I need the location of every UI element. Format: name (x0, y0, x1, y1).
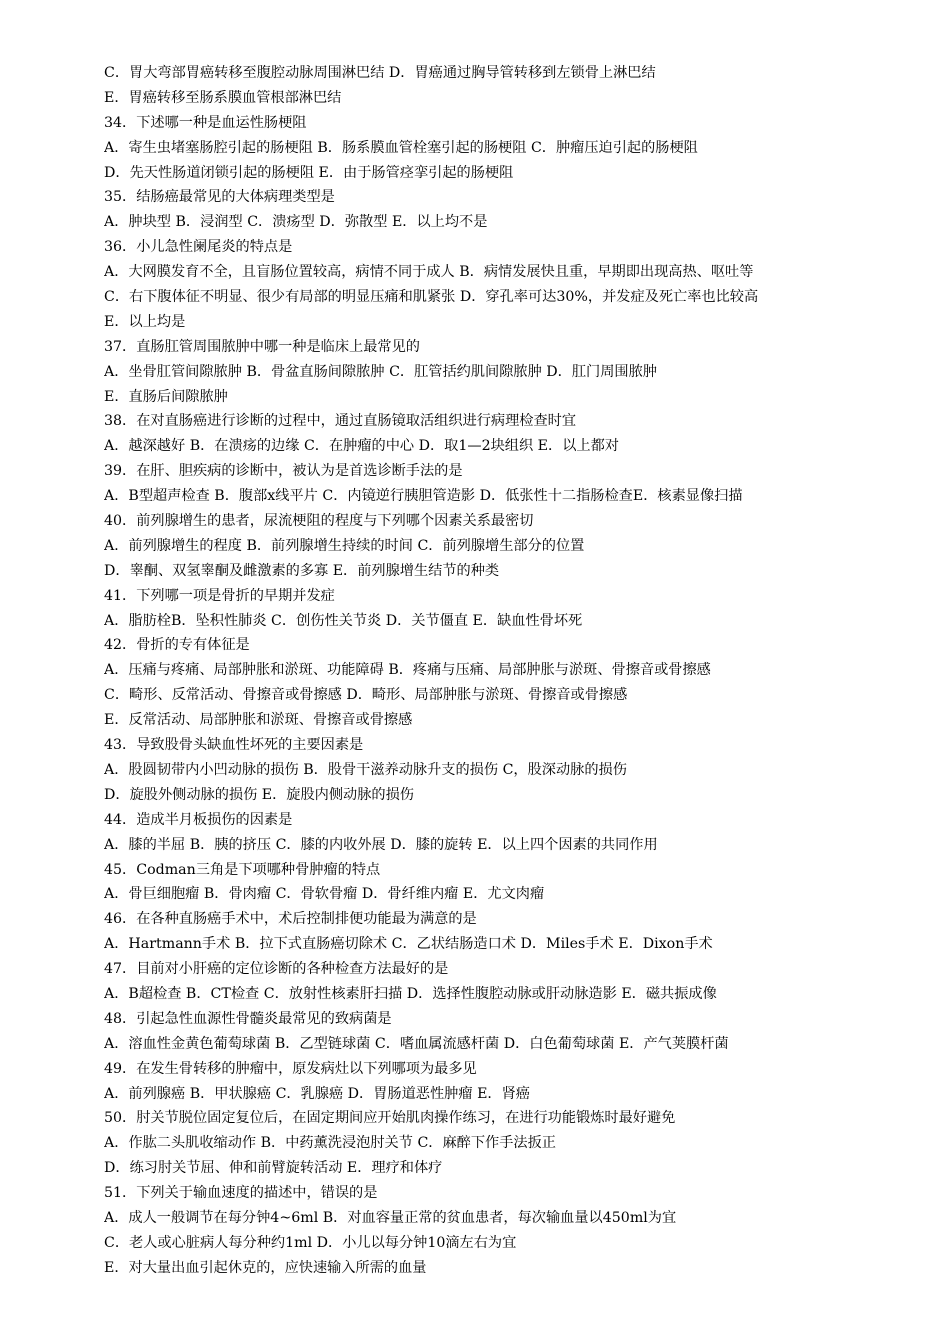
question-stem: 44．造成半月板损伤的因素是 (104, 811, 293, 828)
text-line: A．前列腺增生的程度 B．前列腺增生持续的时间 C．前列腺增生部分的位置 (104, 537, 585, 554)
text-line: A．脂肪栓B．坠积性肺炎 C．创伤性关节炎 D．关节僵直 E．缺血性骨坏死 (104, 612, 583, 629)
question-stem: 40．前列腺增生的患者，尿流梗阻的程度与下列哪个因素关系最密切 (104, 513, 534, 530)
text-line: C．畸形、反常活动、骨擦音或骨擦感 D．畸形、局部肿胀与淤斑、骨擦音或骨擦感 (104, 687, 628, 704)
text-line: E．胃癌转移至肠系膜血管根部淋巴结 (104, 89, 342, 106)
text-line: A．膝的半屈 B．胰的挤压 C．膝的内收外展 D．膝的旋转 E．以上四个因素的共同作用 (104, 836, 658, 853)
question-stem: 39．在肝、胆疾病的诊断中，被认为是首选诊断手法的是 (104, 463, 463, 480)
text-line: A．肿块型 B．浸润型 C．溃疡型 D．弥散型 E．以上均不是 (104, 214, 488, 231)
text-line: D．先天性肠道闭锁引起的肠梗阻 E．由于肠管痉挛引起的肠梗阻 (104, 164, 514, 181)
text-line: A．B型超声检查 B．腹部x线平片 C．内镜逆行胰胆管造影 D．低张性十二指肠检查E．核素显像扫描 (104, 488, 743, 505)
question-stem: 46．在各种直肠癌手术中，术后控制排便功能最为满意的是 (104, 911, 477, 928)
question-stem: 47．目前对小肝癌的定位诊断的各种检查方法最好的是 (104, 961, 449, 978)
question-stem: 43．导致股骨头缺血性坏死的主要因素是 (104, 737, 364, 754)
text-line: A．溶血性金黄色葡萄球菌 B．乙型链球菌 C．嗜血属流感杆菌 D．白色葡萄球菌 E．产气荚膜杆菌 (104, 1035, 729, 1052)
text-line: C．老人或心脏病人每分种约1ml D．小儿以每分钟10滴左右为宜 (104, 1234, 517, 1251)
text-line: C．右下腹体征不明显、很少有局部的明显压痛和肌紧张 D．穿孔率可达30%，并发症及死亡率也比较高 (104, 289, 759, 306)
text-line: A．骨巨细胞瘤 B．骨肉瘤 C．骨软骨瘤 D．骨纤维内瘤 E．尤文肉瘤 (104, 886, 545, 903)
question-stem: 48．引起急性血源性骨髓炎最常见的致病菌是 (104, 1010, 392, 1027)
text-line: A．Hartmann手术 B．拉下式直肠癌切除术 C．乙状结肠造口术 D．Miles手术 E．Dixon手术 (104, 936, 713, 953)
question-stem: 38．在对直肠癌进行诊断的过程中，通过直肠镜取活组织进行病理检查时宜 (104, 413, 577, 430)
text-line: D．睾酮、双氢睾酮及雌激素的多寡 E．前列腺增生结节的种类 (104, 562, 500, 579)
question-stem: 37．直肠肛管周围脓肿中哪一种是临床上最常见的 (104, 338, 420, 355)
document-page (104, 61, 884, 1281)
text-line: E．反常活动、局部肿胀和淤斑、骨擦音或骨擦感 (104, 712, 413, 729)
question-stem: 51．下列关于输血速度的描述中，错误的是 (104, 1185, 378, 1202)
question-stem: 49．在发生骨转移的肿瘤中，原发病灶以下列哪项为最多见 (104, 1060, 477, 1077)
question-stem: 41．下列哪一项是骨折的早期并发症 (104, 587, 335, 604)
text-line: C．胃大弯部胃癌转移至腹腔动脉周围淋巴结 D．胃癌通过胸导管转移到左锁骨上淋巴结 (104, 65, 656, 81)
text-line: A．压痛与疼痛、局部肿胀和淤斑、功能障碍 B．疼痛与压痛、局部肿胀与淤斑、骨擦音或骨擦感 (104, 662, 711, 679)
text-line: A．寄生虫堵塞肠腔引起的肠梗阻 B．肠系膜血管栓塞引起的肠梗阻 C．肿瘤压迫引起的肠梗阻 (104, 139, 698, 156)
text-line: A．股圆韧带内小凹动脉的损伤 B．股骨干滋养动脉升支的损伤 C，股深动脉的损伤 (104, 761, 627, 778)
text-line: A．越深越好 B．在溃疡的边缘 C．在肿瘤的中心 D．取1—2块组织 E．以上都对 (104, 438, 619, 455)
question-stem: 35．结肠癌最常见的大体病理类型是 (104, 189, 335, 206)
text-line: A．大网膜发育不全，且盲肠位置较高，病情不同于成人 B．病情发展快且重，早期即出现高热、呕吐等 (104, 264, 754, 281)
text-line: A．成人一般调节在每分钟4~6ml B．对血容量正常的贫血患者，每次输血量以450ml为宜 (104, 1209, 677, 1226)
text-line: A．坐骨肛管间隙脓肿 B．骨盆直肠间隙脓肿 C．肛管括约肌间隙脓肿 D．肛门周围脓肿 (104, 363, 657, 380)
text-line: D．旋股外侧动脉的损伤 E．旋股内侧动脉的损伤 (104, 786, 414, 803)
text-line: D．练习肘关节屈、伸和前臂旋转活动 E．理疗和体疗 (104, 1160, 443, 1177)
question-stem: 36．小儿急性阑尾炎的特点是 (104, 239, 293, 256)
question-stem: 50．肘关节脱位固定复位后，在固定期间应开始肌肉操作练习，在进行功能锻炼时最好避免 (104, 1110, 676, 1127)
text-line: A．作肱二头肌收缩动作 B．中药薰洗浸泡肘关节 C．麻醉下作手法扳正 (104, 1135, 556, 1152)
question-stem: 42．骨折的专有体征是 (104, 637, 250, 654)
text-line: E．直肠后间隙脓肿 (104, 388, 228, 405)
text-line: E．以上均是 (104, 313, 186, 330)
question-stem: 45．Codman三角是下项哪种骨肿瘤的特点 (104, 861, 381, 878)
text-line: A．B超检查 B．CT检查 C．放射性核素肝扫描 D．选择性腹腔动脉或肝动脉造影 E．磁共振成像 (104, 985, 717, 1002)
question-stem: 34．下述哪一种是血运性肠梗阻 (104, 114, 307, 131)
text-line: E．对大量出血引起休克的，应快速输入所需的血量 (104, 1259, 427, 1276)
text-line: A．前列腺癌 B．甲状腺癌 C．乳腺癌 D．胃肠道恶性肿瘤 E．肾癌 (104, 1085, 530, 1102)
